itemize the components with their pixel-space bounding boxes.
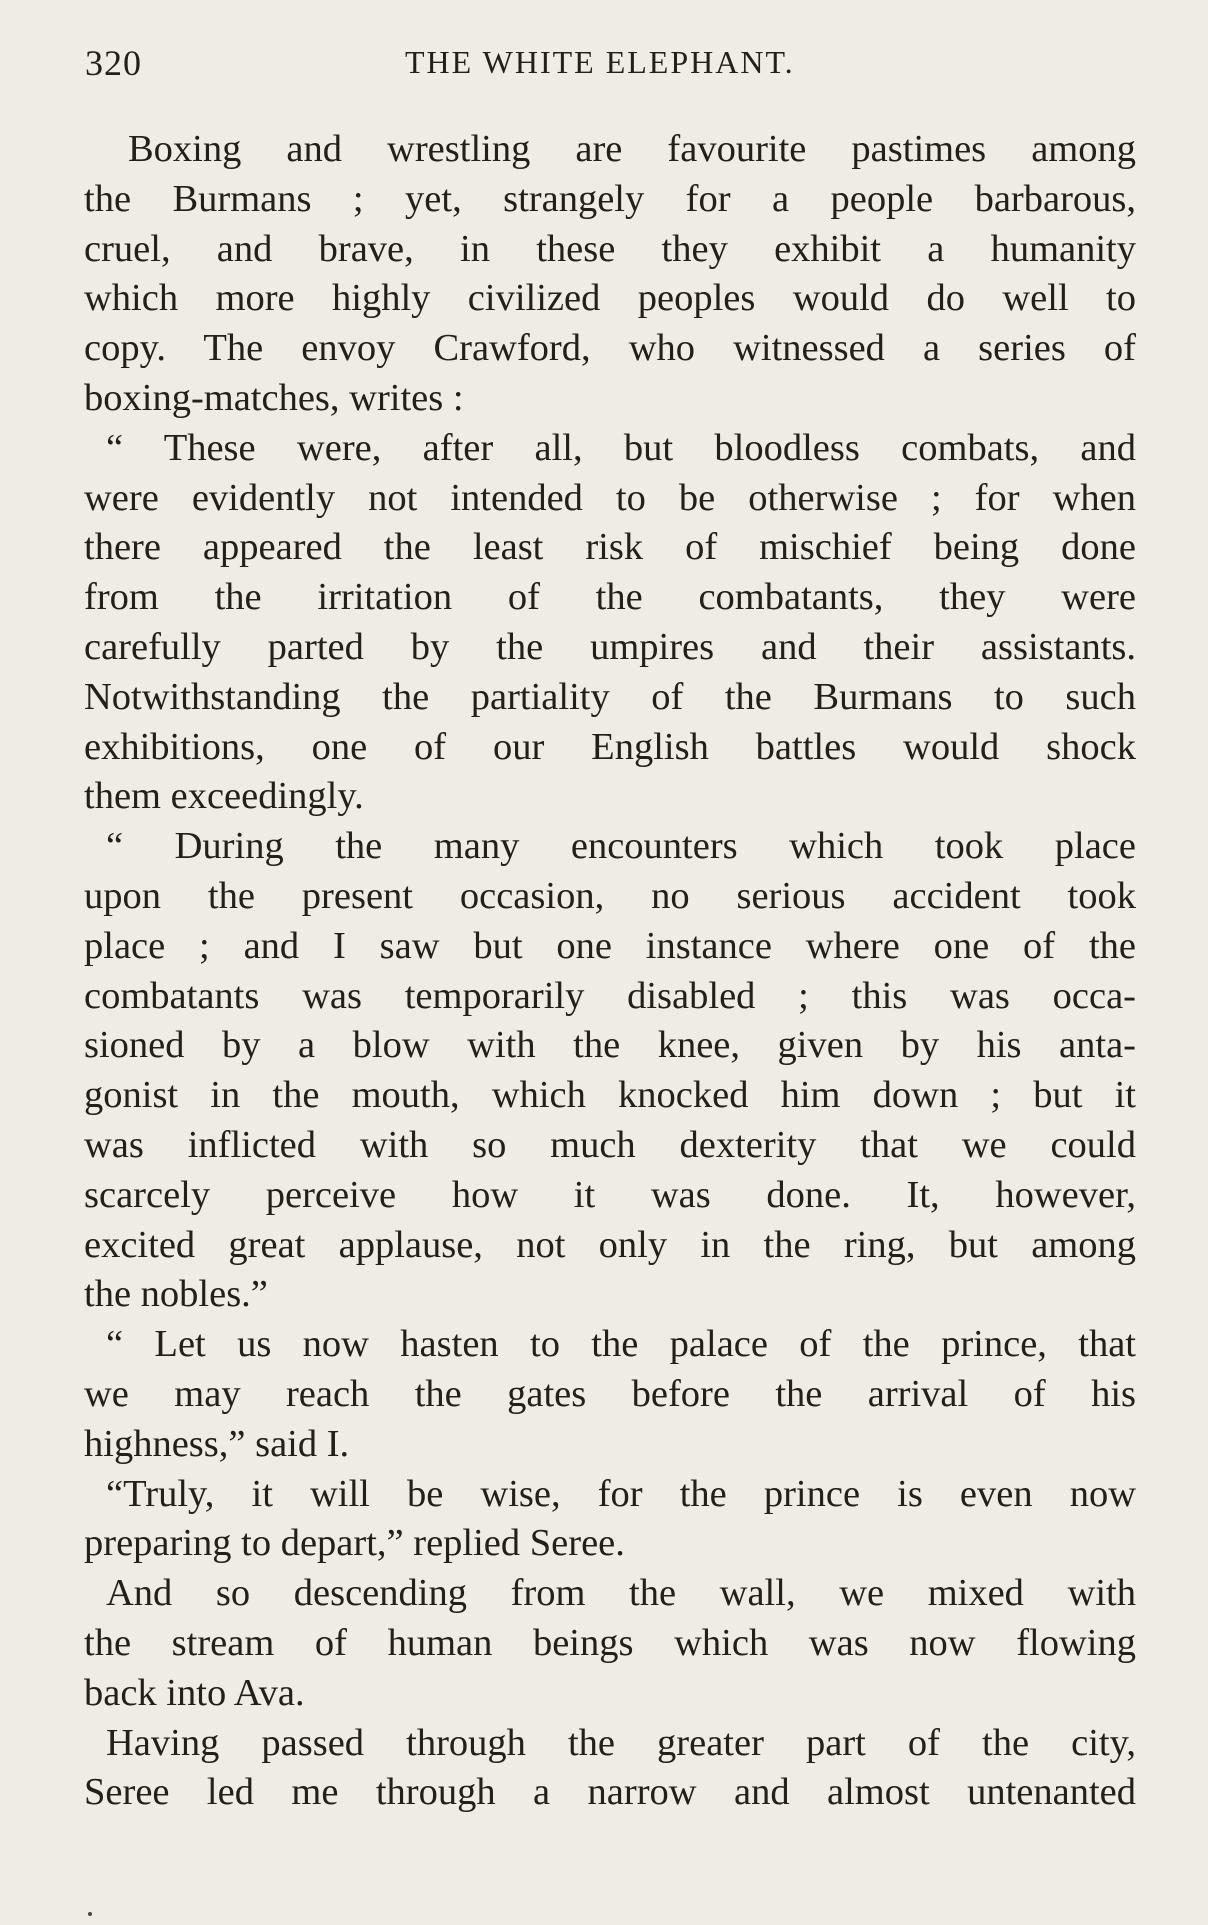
text-line: carefully parted by the umpires and their assistants. [84,625,1136,668]
text-line: the nobles.” [84,1273,268,1316]
text-line: were evidently not intended to be otherwise ; for when [84,476,1136,519]
text-line: was inflicted with so much dexterity that we could [84,1123,1136,1166]
text-line: “ These were, after all, but bloodless combats, and [106,426,1136,469]
text-line: Boxing and wrestling are favourite pastimes among [128,128,1136,170]
text-line: scarcely perceive how it was done. It, however, [84,1173,1136,1216]
text-line: Notwithstanding the partiality of the Burmans to such [84,675,1136,718]
text-line: we may reach the gates before the arrival of his [84,1372,1136,1415]
text-line: which more highly civilized peoples would do well to [84,277,1136,320]
text-line: the stream of human beings which was now flowing [84,1621,1136,1664]
running-head [85,42,1135,92]
text-line: gonist in the mouth, which knocked him down ; but it [84,1074,1136,1117]
text-line: And so descending from the wall, we mixed with [106,1572,1136,1615]
text-line: “Truly, it will be wise, for the prince is even now [106,1472,1136,1515]
text-line: back into Ava. [84,1671,305,1714]
text-line: place ; and I saw but one instance where one of the [84,924,1136,967]
text-line: Seree led me through a narrow and almost untenanted [84,1771,1136,1814]
text-line: exhibitions, one of our English battles would shock [84,725,1136,768]
text-line: the Burmans ; yet, strangely for a people barbarous, [84,177,1136,220]
page-number: 320 [85,43,142,83]
paragraph [84,1569,1136,1718]
paragraph [84,1719,1136,1819]
text-line: upon the present occasion, no serious accident took [84,874,1136,917]
text-line: boxing-matches, writes : [84,376,464,419]
text-line: “ During the many encounters which took place [106,825,1136,868]
text-line: Having passed through the greater part of the city, [106,1721,1136,1764]
running-title: THE WHITE ELEPHANT. [405,44,795,80]
text-line: preparing to depart,” replied Seree. [84,1522,625,1565]
text-line: there appeared the least risk of mischief being done [84,526,1136,569]
text-line: highness,” said I. [84,1422,350,1465]
text-line: copy. The envoy Crawford, who witnessed a series of [84,327,1136,370]
text-line: “ Let us now hasten to the palace of the prince, that [106,1323,1136,1366]
body-text [84,125,1136,1818]
paragraph [84,1320,1136,1469]
text-line: cruel, and brave, in these they exhibit a humanity [84,227,1136,270]
paragraph [84,125,1136,424]
text-line: excited great applause, not only in the ring, but among [84,1223,1136,1266]
paragraph [84,822,1136,1320]
text-line: sioned by a blow with the knee, given by his anta- [84,1024,1136,1067]
text-line: combatants was temporarily disabled ; this was occa- [84,974,1136,1017]
ink-speck [88,1912,92,1916]
paragraph [84,1470,1136,1570]
paragraph [84,424,1136,822]
text-line: from the irritation of the combatants, they were [84,576,1136,619]
text-line: them exceedingly. [84,775,364,818]
